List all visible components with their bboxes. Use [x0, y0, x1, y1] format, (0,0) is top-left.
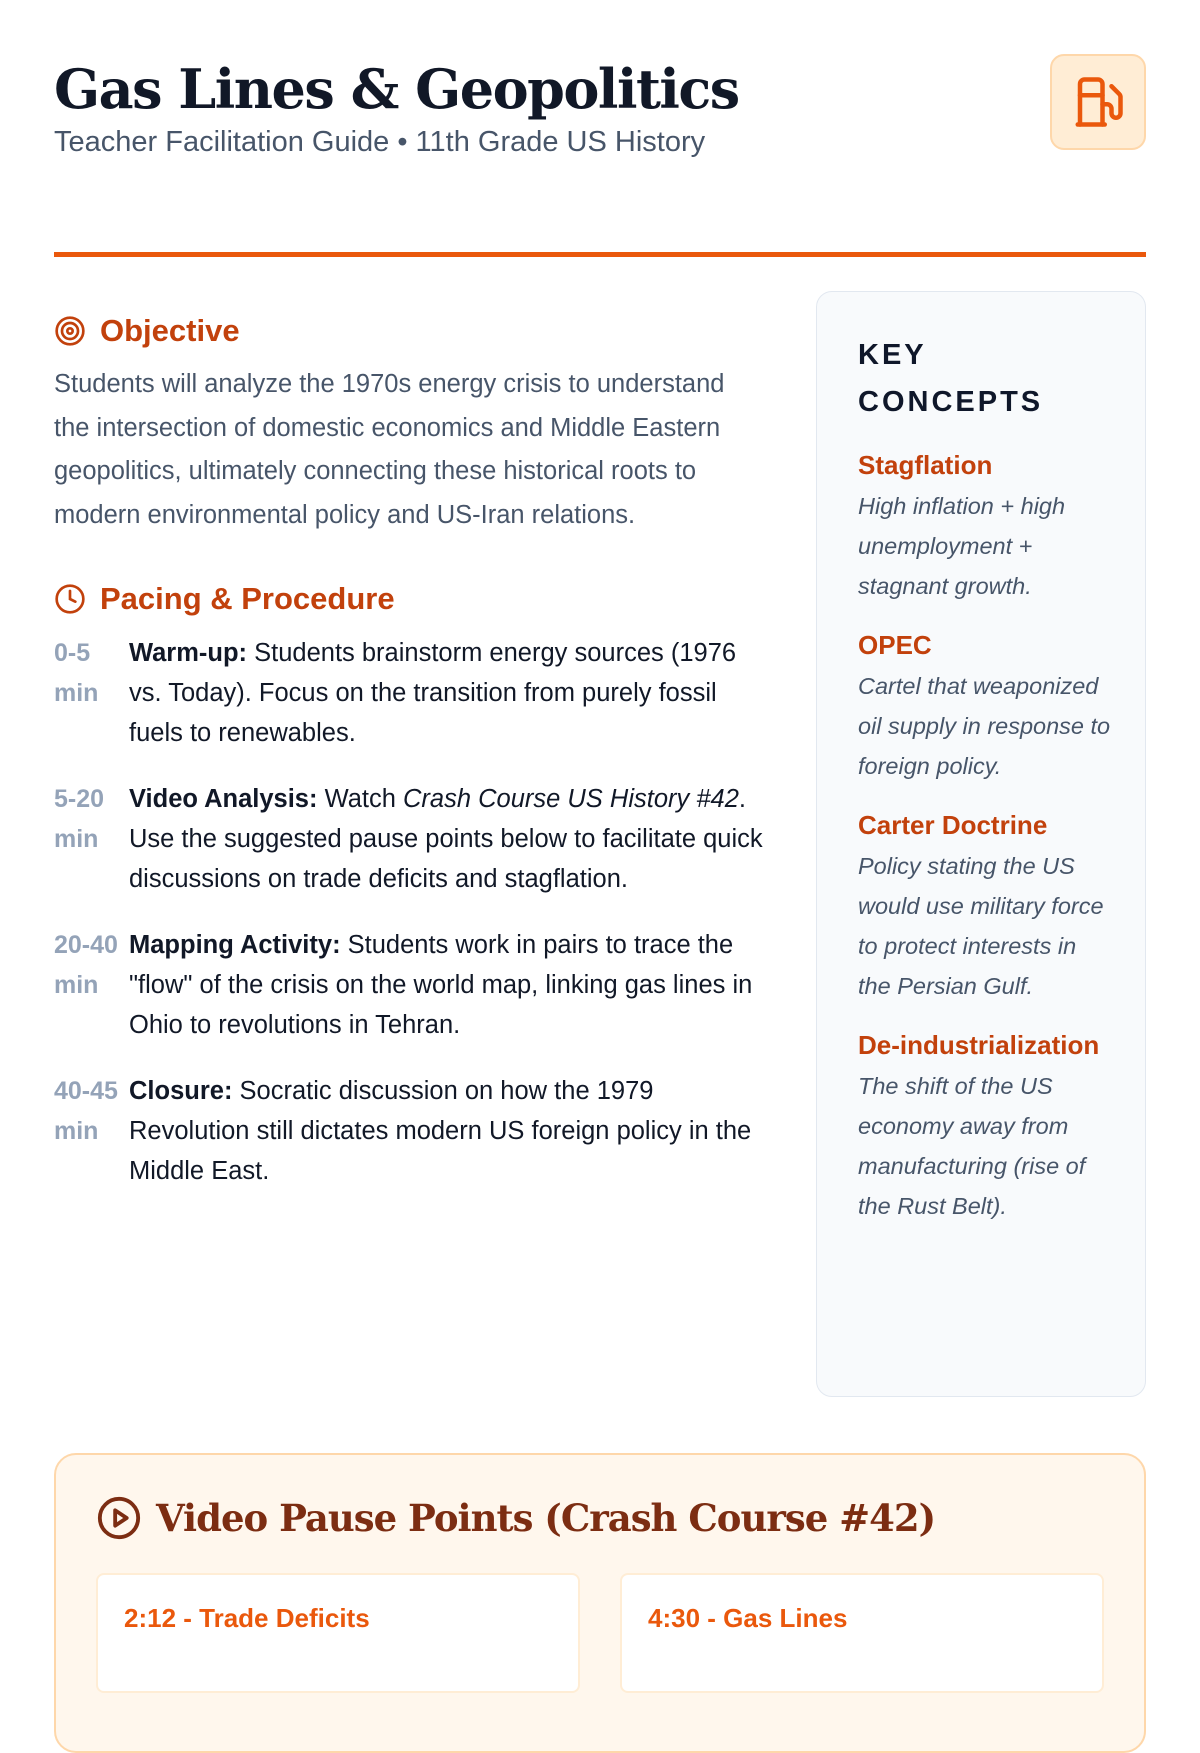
concept-name: Carter Doctrine: [858, 810, 1048, 840]
step-time: 5-20 min: [54, 785, 105, 853]
pacing-heading-text: Pacing & Procedure: [100, 581, 395, 616]
video-pause-points: [54, 1453, 1146, 1753]
header-divider: [54, 252, 1146, 257]
pause-point-title: 4:30 - Gas Lines: [648, 1603, 848, 1633]
concept-item: [858, 628, 1111, 786]
key-concepts-heading: KEY CONCEPTS: [858, 339, 1044, 418]
clock-icon: [54, 583, 86, 615]
header: [54, 54, 1146, 202]
pacing-step: [54, 925, 764, 1045]
pacing-step: [54, 1071, 764, 1191]
objective-heading-text: Objective: [100, 313, 240, 348]
concept-definition: Cartel that weaponized oil supply in response to foreign policy.: [858, 673, 1111, 779]
video-heading-text: Video Pause Points (Crash Course #42): [156, 1496, 936, 1540]
concept-definition: The shift of the US economy away from manufacturing (rise of the Rust Belt).: [858, 1073, 1086, 1219]
concept-item: [858, 448, 1111, 606]
objective-heading: [54, 313, 764, 349]
fuel-pump-icon: [1071, 75, 1125, 129]
concept-item: [858, 1028, 1111, 1226]
pacing-step: [54, 633, 764, 753]
pause-point-title: 2:12 - Trade Deficits: [124, 1603, 370, 1633]
play-circle-icon: [96, 1495, 142, 1541]
page-subtitle: Teacher Facilitation Guide • 11th Grade US History: [54, 126, 706, 158]
step-time: 0-5 min: [54, 639, 99, 707]
concept-definition: Policy stating the US would use military force to protect interests in the Persian Gulf.: [858, 853, 1104, 999]
step-description: Warm-up: Students brainstorm energy sources (1976 vs. Today). Focus on the transition from purely fossil fuels to renewables.: [129, 639, 737, 747]
step-time: 20-40 min: [54, 931, 118, 999]
pacing-steps: [54, 633, 764, 1191]
pause-point-card: [96, 1573, 580, 1693]
key-concepts-sidebar: [816, 291, 1146, 1397]
concept-item: [858, 808, 1111, 1006]
concept-name: OPEC: [858, 630, 932, 660]
page-title: Gas Lines & Geopolitics: [54, 57, 739, 121]
concept-definition: High inflation + high unemployment + stagnant growth.: [858, 493, 1066, 599]
concept-name: Stagflation: [858, 450, 993, 480]
step-description: Closure: Socratic discussion on how the 1979 Revolution still dictates modern US foreign policy in the Middle East.: [129, 1077, 752, 1185]
pacing-step: [54, 779, 764, 899]
step-description: Mapping Activity: Students work in pairs to trace the "flow" of the crisis on the world map, linking gas lines in Ohio to revolutions in Tehran.: [129, 931, 753, 1039]
step-time: 40-45 min: [54, 1077, 118, 1145]
pause-point-card: [620, 1573, 1104, 1693]
step-description: Video Analysis: Watch Crash Course US History #42. Use the suggested pause points below to facilitate quick discussions on trade deficits and stagflation.: [129, 785, 763, 893]
main-column: [54, 313, 764, 1397]
target-icon: [54, 315, 86, 347]
objective-text: Students will analyze the 1970s energy crisis to understand the intersection of domestic economics and Middle Eastern geopolitics, ultimately connecting these historical roots to modern environmental policy and US-Iran relations.: [54, 370, 725, 529]
concept-name: De-industrialization: [858, 1030, 1100, 1060]
video-heading: [96, 1495, 1104, 1541]
fuel-badge: [1050, 54, 1146, 150]
pacing-heading: [54, 581, 764, 617]
